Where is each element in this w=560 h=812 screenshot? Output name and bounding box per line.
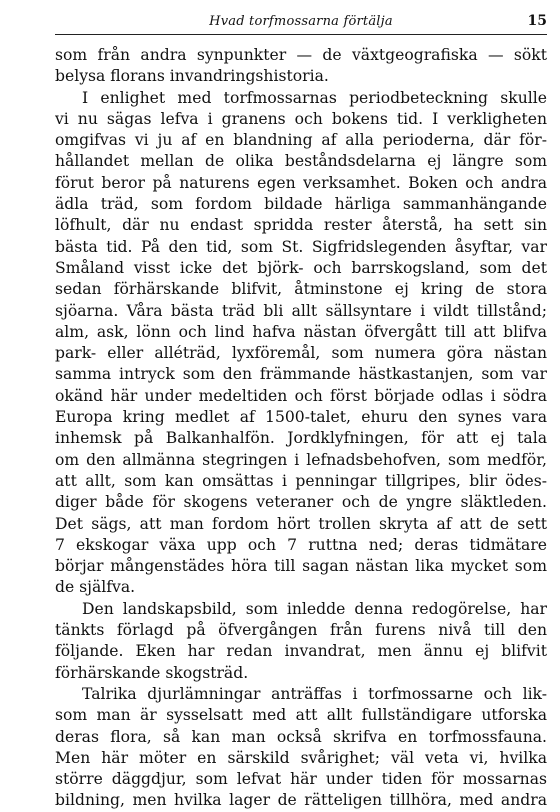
text-line: park- eller alléträd, lyxföremål, som numera göra nästan [55,344,547,363]
text-line: inhemsk på Balkanhalfön. Jordklyfningen, för att ej tala [55,429,547,448]
text-line: Småland visst icke det björk- och barrskogsland, som det [55,258,547,277]
running-title: Hvad torfmossarna förtälja [209,14,393,29]
text-line: följande. Eken har redan invandrat, men ännu ej blifvit [55,642,547,661]
text-line: Men här möter en särskild svårighet; väl veta vi, hvilka [55,748,547,767]
text-line: större däggdjur, som lefvat här under tiden för mossarnas [55,770,547,789]
text-line: okänd här under medeltiden och först började odlas i södra [55,386,547,405]
text-line: vi nu sägas lefva i granens och bokens tid. I verkligheten [55,109,547,128]
text-line: ädla träd, som fordom bildade härliga sammanhängande [55,195,547,214]
text-line: förhärskande skogsträd. [55,663,249,682]
text-line: deras flora, så kan man också skrifva en torfmossfauna. [55,727,547,746]
text-line: tänkts förlagd på öfvergången från furens nivå till den [55,621,547,640]
page-number: 15 [527,13,547,29]
running-header [55,6,547,34]
text-line: Talrika djurlämningar anträffas i torfmossarne och lik- [82,684,547,703]
header-rule [55,34,547,35]
text-line: Den landskapsbild, som inledde denna redogörelse, har [82,599,547,618]
text-line: samma intryck som den främmande hästkastanjen, som var [55,365,547,384]
text-line: om den allmänna stegringen i lefnadsbehofven, som medför, [55,450,547,469]
text-line: löfhult, där nu endast spridda rester återstå, ha sett sin [55,216,547,235]
text-line: förut beror på naturens egen verksamhet. Boken och andra [55,173,547,192]
text-line: att allt, som kan omsättas i penningar tillgripes, blir ödes- [55,471,547,490]
text-line: som man är sysselsatt med att allt fullständigare utforska [55,706,547,725]
text-line: alm, ask, lönn och lind hafva nästan öfvergått till att blifva [55,322,547,341]
text-line: Europa kring medlet af 1500-talet, ehuru den synes vara [55,408,547,427]
text-line: diger både för skogens veteraner och de yngre släktleden. [55,493,547,512]
text-line: som från andra synpunkter — de växtgeografiska — sökt [55,46,547,64]
text-line: Det sägs, att man fordom hört trollen skryta af att de sett [55,514,547,533]
text-line: I enlighet med torfmossarnas periodbeteckning skulle [82,88,547,107]
text-line: bildning, men hvilka lager de rätteligen tillhöra, med andra [55,791,547,810]
text-line: 7 ekskogar växa upp och 7 ruttna ned; deras tidmätare [55,535,547,554]
text-line: sjöarna. Våra bästa träd bli allt sällsyntare i vildt tillstånd; [55,301,547,320]
text-line: sedan förhärskande blifvit, åtminstone ej kring de stora [55,280,547,299]
text-line: belysa florans invandringshistoria. [55,67,329,86]
text-line: hållandet mellan de olika beståndsdelarna ej längre som [55,152,547,171]
text-line: bästa tid. På den tid, som St. Sigfridslegenden åsyftar, var [55,237,547,256]
body-text [55,45,547,812]
text-line: omgifvas vi ju af en blandning af alla perioderna, där för- [55,131,547,150]
text-line: de själfva. [55,578,136,597]
text-line: börjar mångenstädes höra till sagan nästan lika mycket som [55,557,547,576]
